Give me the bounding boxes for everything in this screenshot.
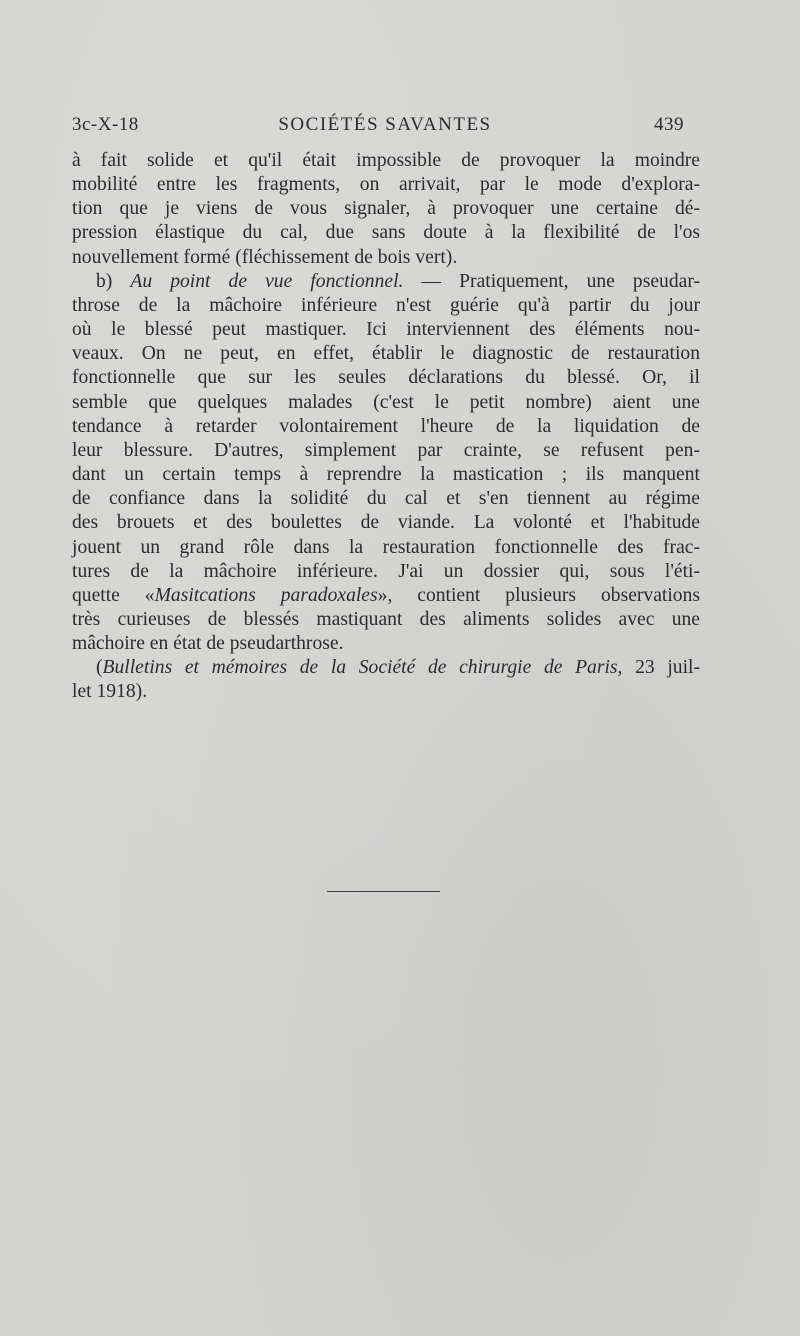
text-line: pression élastique du cal, due sans doute à la flexibilité de l'os [72, 222, 700, 244]
em-dash: — [421, 270, 442, 292]
text-line: dant un certain temps à reprendre la mastication ; ils manquent [72, 464, 700, 486]
text-line: fonctionnelle que sur les seules déclarations du blessé. Or, il [72, 367, 700, 389]
citation-paren: ( [96, 657, 103, 679]
text-line: leur blessure. D'autres, simplement par crainte, se refusent pen- [72, 439, 700, 461]
italic-title: Masitcations paradoxales [154, 584, 378, 606]
citation-line [72, 656, 700, 680]
text-line: tendance à retarder volontairement l'heure de la liquidation de [72, 415, 700, 437]
text-line: mobilité entre les fragments, on arrivait, par le mode d'explora- [72, 174, 700, 196]
page-number: 439 [654, 114, 684, 135]
text-line: tures de la mâchoire inférieure. J'ai un dossier qui, sous l'éti- [72, 560, 700, 582]
running-header [72, 114, 684, 142]
text-line: de confiance dans la solidité du cal et s'en tiennent au régime [72, 488, 700, 510]
text-fragment: », contient plusieurs observations [377, 584, 701, 606]
section-heading-line [72, 270, 700, 294]
text-line: nouvellement formé (fléchissement de bois vert). [72, 246, 458, 268]
citation-source: Bulletins et mémoires de la Société de chirurgie de Paris, [102, 657, 623, 679]
text-line: où le blessé peut mastiquer. Ici interviennent des éléments nou- [72, 319, 700, 341]
header-title: SOCIÉTÉS SAVANTES [278, 114, 492, 135]
text-line: throse de la mâchoire inférieure n'est guérie qu'à partir du jour [72, 294, 700, 316]
citation [72, 656, 700, 704]
section-label: b) [96, 270, 113, 292]
section-heading: Au point de vue fonctionnel. [130, 270, 404, 292]
text-fragment: Pratiquement, une pseudar- [459, 270, 700, 292]
citation-date: 23 juil- [635, 657, 701, 679]
text-line: jouent un grand rôle dans la restauration fonctionnelle des frac- [72, 536, 700, 558]
text-line-with-italic [72, 584, 700, 608]
text-line: mâchoire en état de pseudarthrose. [72, 633, 344, 655]
text-fragment: quette « [72, 584, 155, 606]
section-end-rule [327, 891, 440, 892]
header-date: 3c-X-18 [72, 114, 139, 135]
citation-line-end: let 1918). [72, 681, 148, 703]
paragraph-1 [72, 149, 700, 270]
paragraph-2 [72, 270, 700, 657]
text-line: semble que quelques malades (c'est le petit nombre) aient une [72, 391, 700, 413]
text-line: à fait solide et qu'il était impossible de provoquer la moindre [72, 150, 700, 171]
text-line: des brouets et des boulettes de viande. La volonté et l'habitude [72, 512, 700, 534]
text-line: tion que je viens de vous signaler, à provoquer une certaine dé- [72, 198, 700, 220]
text-line: très curieuses de blessés mastiquant des aliments solides avec une [72, 608, 700, 630]
body-text [72, 149, 700, 705]
text-line: veaux. On ne peut, en effet, établir le diagnostic de restauration [72, 343, 700, 365]
